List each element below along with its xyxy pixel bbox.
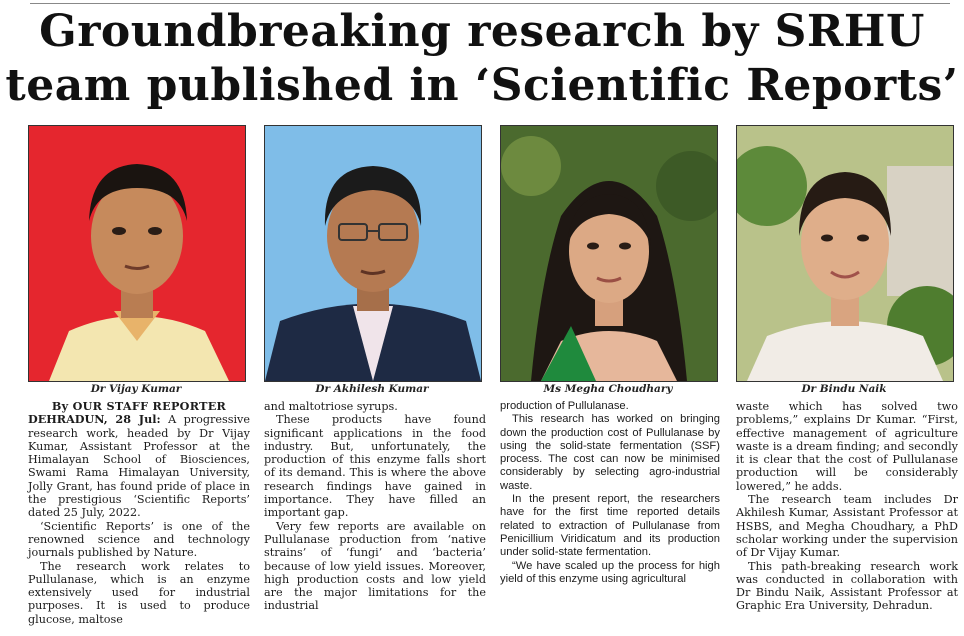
top-rule — [30, 3, 950, 4]
photo-akhilesh-kumar — [264, 125, 482, 382]
caption-megha-choudhary: Ms Megha Choudhary — [543, 383, 673, 395]
paragraph: These products have found significant applications in the food industry. But, unfortunately, the production of this enzyme falls short of its demand. This is where the above research findings have gained in importance. They have filled an important gap. — [264, 413, 486, 520]
photo-bindu-naik — [736, 125, 954, 382]
article-column-3 — [500, 400, 720, 586]
caption-akhilesh-kumar: Dr Akhilesh Kumar — [315, 383, 429, 395]
paragraph: Very few reports are available on Pullulanase production from ‘native strains’ of ‘fungi’ and ‘bacteria’ because of low yield issues. Moreover, high production costs and low yield are the major limitations for the industrial — [264, 519, 486, 613]
portrait-bindu-naik — [737, 126, 953, 381]
headline-line-1: Groundbreaking research by SRHU — [39, 6, 925, 57]
article-column-1 — [28, 400, 250, 626]
paragraph: and maltotriose syrups. — [264, 400, 398, 413]
caption-bindu-naik: Dr Bindu Naik — [801, 383, 887, 395]
portrait-akhilesh-kumar — [265, 126, 481, 381]
article-column-2 — [264, 400, 486, 613]
caption-vijay-kumar: Dr Vijay Kumar — [90, 383, 182, 395]
paragraph: The research work relates to Pullulanase, which is an enzyme extensively used for industrial purposes. It is used to produce glucose, maltose — [28, 559, 250, 626]
portrait-megha-choudhary — [501, 126, 717, 381]
headline-line-2: team published in ‘Scientific Reports’ — [5, 60, 959, 111]
article-column-4 — [736, 400, 958, 613]
paragraph: This path-breaking research work was conducted in collaboration with Dr Bindu Naik, Assistant Professor at Graphic Era University, Dehradun. — [736, 559, 958, 613]
paragraph: The research team includes Dr Akhilesh Kumar, Assistant Professor at HSBS, and Megha Choudhary, a PhD scholar working under the supervision of Dr Vijay Kumar. — [736, 493, 958, 560]
paragraph: In the present report, the researchers have for the first time reported details related to extraction of Pullulanase from Penicillium Viridicatum and its production under solid-state fermentation. — [500, 493, 720, 559]
paragraph: “We have scaled up the process for high yield of this enzyme using agricultural — [500, 559, 720, 585]
paragraph: This research has worked on bringing down the production cost of Pullulanase by using the solid-state fermentation (SSF) process. The cost can now be minimised considerably by selecting agro-industrial waste. — [500, 413, 720, 492]
paragraph: production of Pullulanase. — [500, 400, 629, 412]
paragraph: ‘Scientific Reports’ is one of the renowned science and technology journals published by Nature. — [28, 519, 250, 560]
portrait-vijay-kumar — [29, 126, 245, 381]
photo-megha-choudhary — [500, 125, 718, 382]
photo-vijay-kumar — [28, 125, 246, 382]
lead-paragraph — [28, 413, 250, 519]
lead-text: A progressive research work, headed by Dr Vijay Kumar, Assistant Professor at the Himalayan School of Biosciences, Swami Rama Himalayan University, Jolly Grant, has found pride of place in the prestigious ‘Scientific Reports’ dated 25 July, 2022. — [28, 413, 250, 520]
dateline: DEHRADUN, 28 Jul: — [28, 412, 161, 427]
byline: By OUR STAFF REPORTER — [51, 399, 227, 413]
paragraph: waste which has solved two problems,” explains Dr Kumar. “First, effective management of agriculture waste is a dream finding; and secondly it is clear that the cost of Pullulanase production will be considerably lowered,” he adds. — [736, 400, 958, 493]
